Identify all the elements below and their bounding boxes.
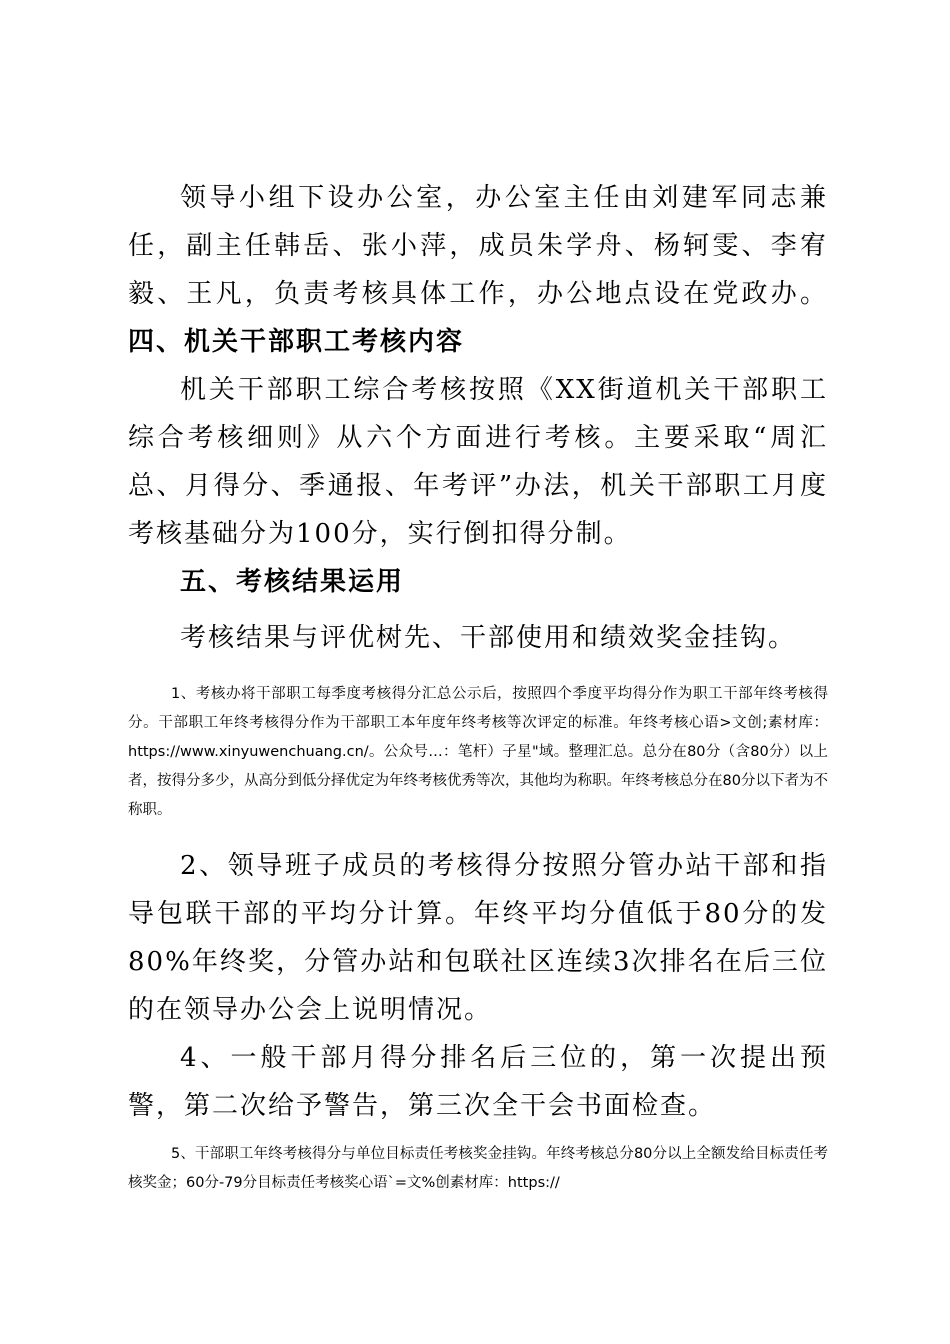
paragraph-office xyxy=(128,174,828,366)
item-1: 1、考核办将干部职工每季度考核得分汇总公示后，按照四个季度平均得分作为职工干部年终考核得分。干部职工年终考核得分作为干部职工本年度年终考核等次评定的标准。年终考核心语>文创;素材库：https://www.xinyuwenchuang.cn/。公众号…：笔杆）子星"域。整理汇总。总分在80分（含80分）以上者，按得分多少，从高分到低分择优定为年终考核优秀等次，其他均为称职。年终考核总分在80分以下者为不称职。 xyxy=(128,686,828,818)
item-4: 4、一般干部月得分排名后三位的，第一次提出预警，第二次给予警告，第三次全干会书面检查。 xyxy=(128,1043,828,1121)
section-heading-5: 五、考核结果运用 xyxy=(180,567,405,597)
section-heading-4: 四、机关干部职工考核内容 xyxy=(128,327,465,357)
item-5: 5、干部职工年终考核得分与单位目标责任考核奖金挂钩。年终考核总分80分以上全额发给目标责任考核奖金；60分-79分目标责任考核奖心语`=文%创素材库：https:// xyxy=(128,1146,828,1191)
office-text: 领导小组下设办公室，办公室主任由刘建军同志兼任，副主任韩岳、张小萍，成员朱学舟、杨轲雯、李宥毅、王凡，负责考核具体工作，办公地点设在党政办。 xyxy=(128,183,828,309)
paragraph-assessment-content: 机关干部职工综合考核按照《XX街道机关干部职工综合考核细则》从六个方面进行考核。主要采取“周汇总、月得分、季通报、年考评”办法，机关干部职工月度考核基础分为100分，实行倒扣得分制。 xyxy=(128,375,828,549)
item-2: 2、领导班子成员的考核得分按照分管办站干部和指导包联干部的平均分计算。年终平均分值低于80分的发80%年终奖，分管办站和包联社区连续3次排名在后三位的在领导办公会上说明情况。 xyxy=(128,851,828,1025)
paragraph-results-use: 考核结果与评优树先、干部使用和绩效奖金挂钩。 xyxy=(180,623,797,653)
